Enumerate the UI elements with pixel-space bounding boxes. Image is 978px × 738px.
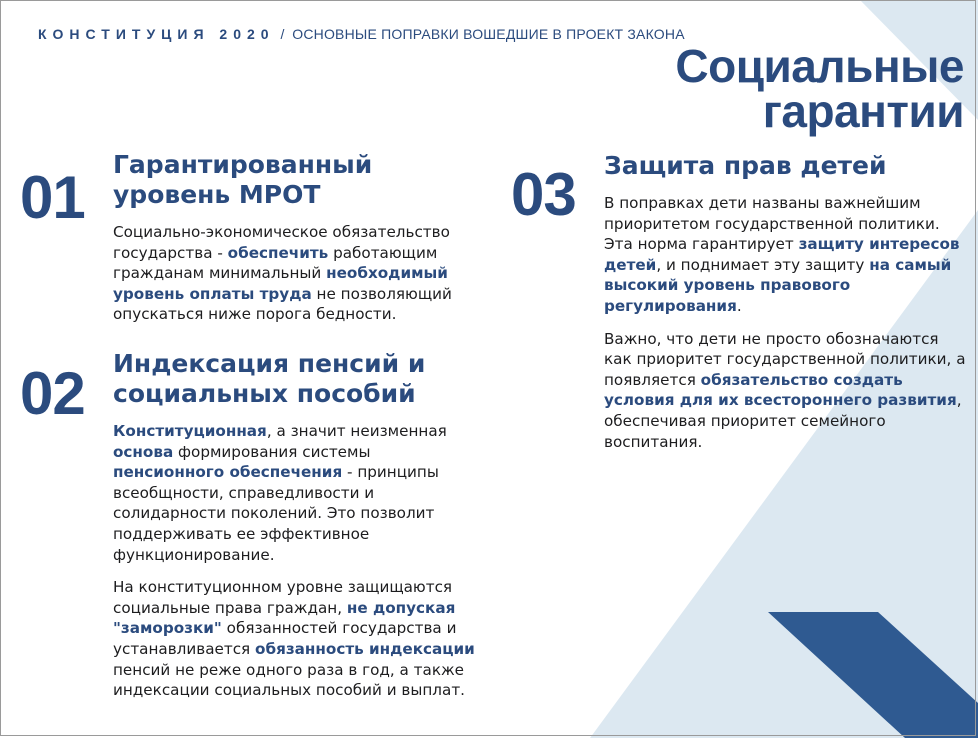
highlight-text: обеспечить — [227, 243, 329, 262]
body-text-run: обязанностей государства и устанавливается — [113, 619, 457, 658]
header-subtitle: ОСНОВНЫЕ ПОПРАВКИ ВОШЕДШИЕ В ПРОЕКТ ЗАКОНА — [292, 26, 685, 42]
header-line — [38, 26, 685, 42]
body-text-run: . — [736, 296, 742, 315]
highlight-text: на самый высокий уровень правового регулирования — [604, 255, 952, 315]
paragraph — [113, 421, 478, 565]
section-body-01 — [113, 222, 478, 325]
section-title-01-line1: Гарантированный — [113, 150, 373, 179]
section-number-02: 02 — [20, 360, 85, 427]
paragraph — [604, 329, 966, 453]
section-number-01: 01 — [20, 164, 85, 231]
body-text-run: Важно, что дети не просто обозначаются как приоритет государственной политики, а появляется — [604, 329, 966, 389]
section-title-01 — [113, 150, 372, 210]
body-text-run: работающим гражданам минимальный — [113, 243, 438, 283]
section-title-02 — [113, 349, 425, 409]
highlight-text: пенсионного обеспечения — [113, 463, 343, 482]
paragraph — [604, 193, 966, 317]
page-title — [675, 40, 964, 137]
section-title-03 — [604, 151, 887, 181]
body-text-run: формирования системы — [173, 442, 371, 461]
section-title-02-line2: социальных пособий — [113, 379, 416, 408]
page-title-line1: Социальные — [675, 40, 964, 92]
body-text-run: , а значит неизменная — [266, 422, 447, 440]
highlight-text: не допуская "заморозки" — [113, 598, 456, 638]
highlight-text: основа — [113, 442, 174, 461]
section-body-02 — [113, 421, 478, 701]
body-text-run: , и поднимает эту защиту — [656, 255, 870, 274]
paragraph — [113, 577, 478, 701]
highlight-text: Конституционная — [113, 422, 267, 440]
body-text-run: В поправках дети названы важнейшим приоритетом государственной политики. Эта норма гарантирует — [604, 194, 940, 254]
body-text-run: , обеспечивая приоритет семейного воспитания. — [604, 391, 962, 451]
section-title-02-line1: Индексация пенсий и — [113, 349, 426, 378]
section-title-01-line2: уровень МРОТ — [113, 180, 321, 209]
header-brand: КОНСТИТУЦИЯ 2020 — [38, 26, 275, 42]
section-body-03 — [604, 193, 966, 452]
section-number-03: 03 — [511, 161, 576, 228]
highlight-text: обязательство создать условия для их всестороннего развития — [604, 370, 957, 410]
body-text-run: не позволяющий опускаться ниже порога бедности. — [113, 284, 452, 324]
highlight-text: защиту интересов детей — [604, 235, 960, 274]
body-text-run: Социально-экономическое обязательство государства - — [113, 223, 450, 262]
header-separator: / — [280, 26, 285, 42]
paragraph — [113, 222, 478, 325]
body-text-run: - принципы всеобщности, справедливости и солидарности поколений. Это позволит поддерживать ее эффективное функционирование. — [113, 463, 439, 564]
body-text-run: пенсий не реже одного раза в год, а также индексации социальных пособий и выплат. — [113, 660, 465, 700]
page-title-line2: гарантии — [762, 85, 964, 137]
section-title-03-line1: Защита прав детей — [604, 151, 887, 180]
body-text-run: На конституционном уровне защищаются социальные права граждан, — [113, 578, 453, 617]
highlight-text: необходимый уровень оплаты труда — [113, 264, 448, 303]
highlight-text: обязанность индексации — [255, 639, 475, 658]
